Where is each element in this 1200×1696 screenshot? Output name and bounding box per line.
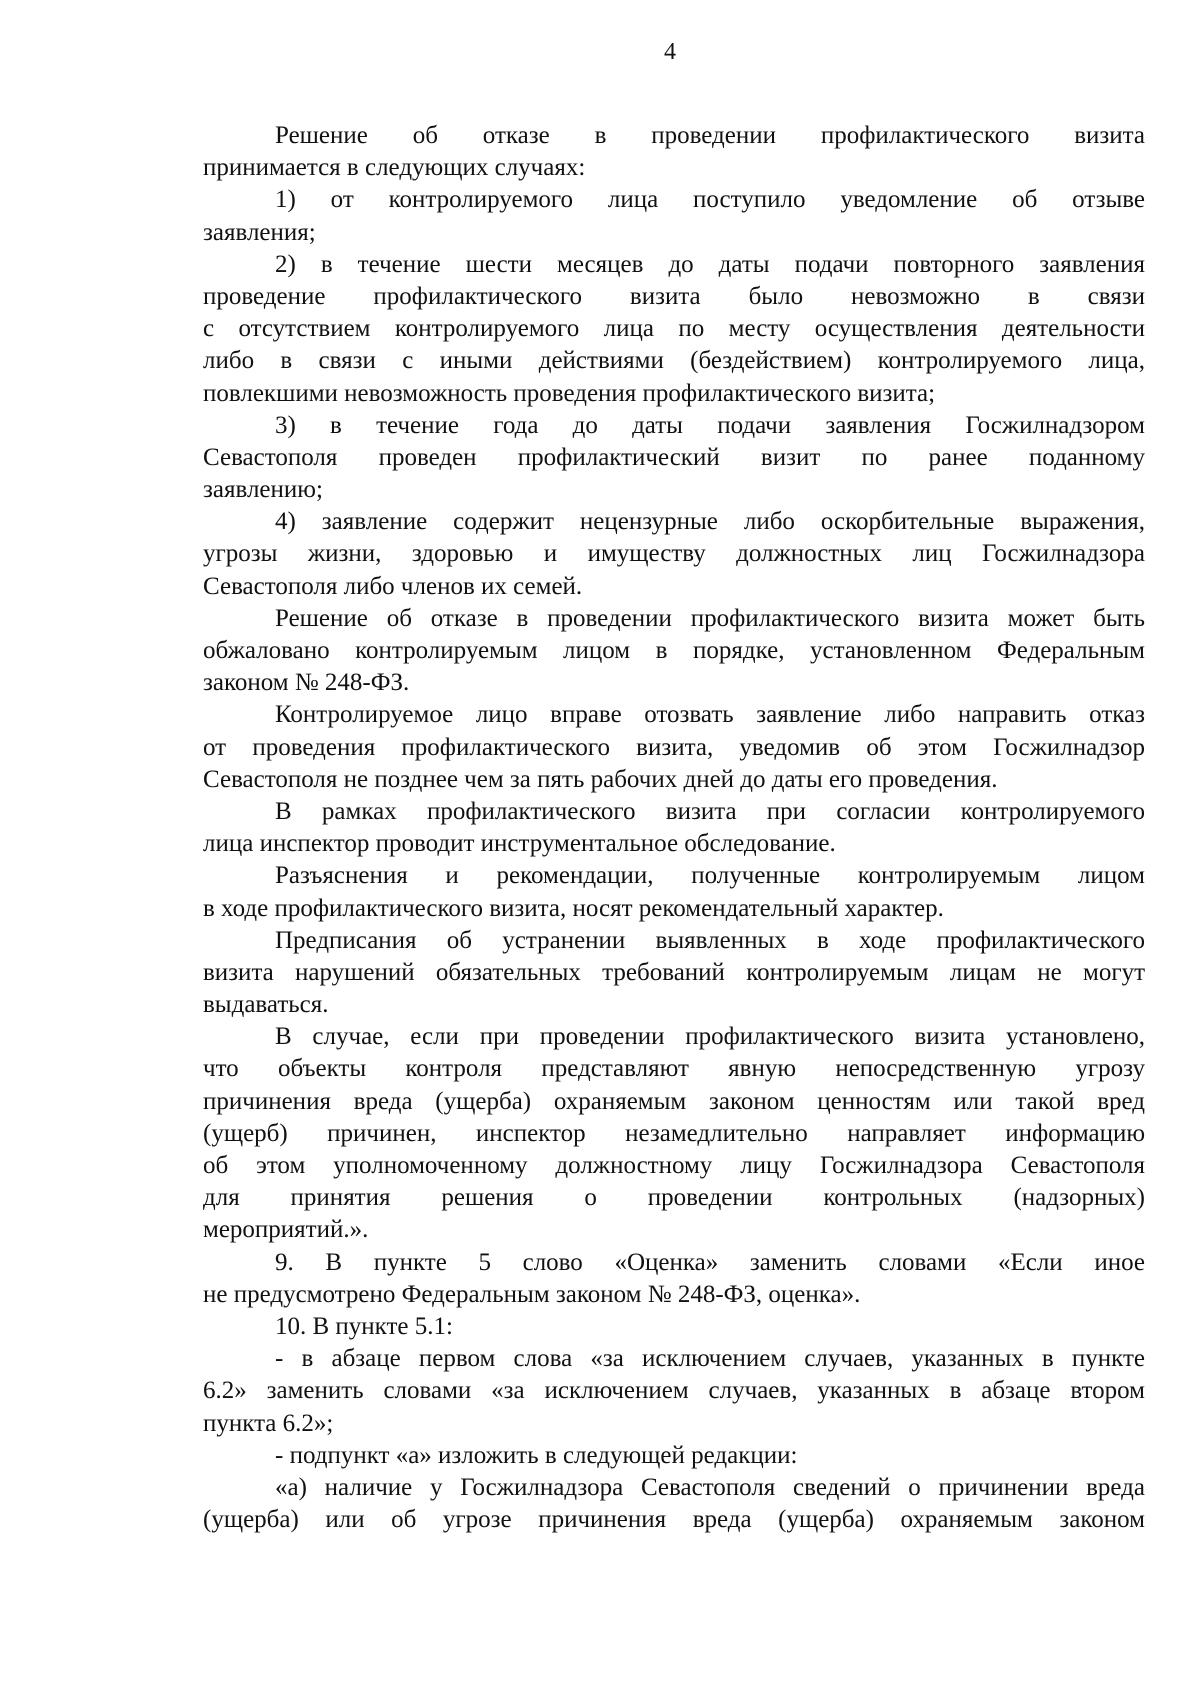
paragraph: [203, 249, 1145, 410]
text-line: Севастополя проведен профилактический визит по ранее поданному: [203, 443, 1145, 471]
text-line: Предписания об устранении выявленных в ходе профилактического: [275, 926, 1145, 954]
document-body: [203, 120, 1145, 1536]
paragraph: [203, 120, 1145, 184]
text-line: обжаловано контролируемым лицом в порядке, установленном Федеральным: [203, 637, 1145, 664]
paragraph: [203, 506, 1145, 603]
paragraph: [203, 860, 1145, 924]
text-line: заявления;: [203, 218, 316, 246]
text-line: (ущерба) или об угрозе причинения вреда (ущерба) охраняемым законом: [203, 1506, 1145, 1534]
text-line: 9. В пункте 5 слово «Оценка» заменить словами «Если иное: [275, 1248, 1145, 1276]
text-line: с отсутствием контролируемого лица по месту осуществления деятельности: [203, 315, 1145, 343]
text-line: 6.2» заменить словами «за исключением случаев, указанных в абзаце втором: [203, 1377, 1145, 1405]
text-line: законом № 248-ФЗ.: [203, 669, 410, 697]
text-line: 4) заявление содержит нецензурные либо оскорбительные выражения,: [275, 508, 1145, 536]
paragraph: [203, 1472, 1145, 1536]
text-line: от проведения профилактического визита, уведомив об этом Госжилнадзор: [203, 733, 1145, 761]
text-line: визита нарушений обязательных требований контролируемым лицам не могут: [203, 958, 1145, 986]
text-line: проведение профилактического визита было невозможно в связи: [203, 282, 1145, 310]
text-line: об этом уполномоченному должностному лицу Госжилнадзора Севастополя: [203, 1152, 1145, 1179]
paragraph: [203, 410, 1145, 507]
text-line: выдаваться.: [203, 991, 329, 1019]
text-line: - в абзаце первом слова «за исключением случаев, указанных в пункте: [275, 1345, 1145, 1373]
paragraph: [203, 925, 1145, 1022]
text-line: повлекшими невозможность проведения профилактического визита;: [203, 379, 936, 407]
text-line: в ходе профилактического визита, носят рекомендательный характер.: [203, 894, 944, 922]
paragraph: [203, 699, 1145, 796]
paragraph: [203, 184, 1145, 248]
text-line: либо в связи с иными действиями (бездействием) контролируемого лица,: [203, 347, 1145, 375]
text-line: 3) в течение года до даты подачи заявления Госжилнадзором: [275, 411, 1145, 439]
text-line: что объекты контроля представляют явную непосредственную угрозу: [203, 1055, 1145, 1083]
paragraph: [203, 1021, 1145, 1246]
text-line: Решение об отказе в проведении профилактического визита может быть: [275, 604, 1145, 632]
text-line: Контролируемое лицо вправе отозвать заявление либо направить отказ: [275, 701, 1145, 729]
text-line: 1) от контролируемого лица поступило уведомление об отзыве: [275, 186, 1145, 214]
text-line: не предусмотрено Федеральным законом № 248-ФЗ, оценка».: [203, 1280, 861, 1308]
text-line: 10. В пункте 5.1:: [275, 1312, 453, 1340]
text-line: (ущерб) причинен, инспектор незамедлительно направляет информацию: [203, 1119, 1145, 1147]
text-line: - подпункт «а» изложить в следующей редакции:: [275, 1441, 798, 1469]
paragraph: [203, 796, 1145, 860]
text-line: Севастополя либо членов их семей.: [203, 572, 583, 600]
paragraph: [203, 1440, 1145, 1472]
text-line: пункта 6.2»;: [203, 1409, 334, 1437]
text-line: принимается в следующих случаях:: [203, 154, 586, 182]
paragraph: [203, 1311, 1145, 1343]
text-line: угрозы жизни, здоровью и имуществу должностных лиц Госжилнадзора: [203, 540, 1145, 568]
text-line: В случае, если при проведении профилактического визита установлено,: [275, 1023, 1145, 1051]
text-line: В рамках профилактического визита при согласии контролируемого: [275, 797, 1145, 825]
text-line: Разъяснения и рекомендации, полученные контролируемым лицом: [275, 862, 1145, 890]
paragraph: [203, 1247, 1145, 1311]
text-line: лица инспектор проводит инструментальное обследование.: [203, 830, 836, 858]
text-line: причинения вреда (ущерба) охраняемым законом ценностям или такой вред: [203, 1087, 1145, 1115]
text-line: для принятия решения о проведении контрольных (надзорных): [203, 1184, 1145, 1212]
text-line: 2) в течение шести месяцев до даты подачи повторного заявления: [275, 250, 1145, 278]
text-line: «а) наличие у Госжилнадзора Севастополя сведений о причинении вреда: [275, 1473, 1145, 1501]
paragraph: [203, 1343, 1145, 1440]
page-number: 4: [664, 39, 676, 65]
text-line: мероприятий.».: [203, 1216, 369, 1244]
text-line: Решение об отказе в проведении профилактического визита: [275, 122, 1145, 149]
text-line: заявлению;: [203, 476, 323, 504]
text-line: Севастополя не позднее чем за пять рабочих дней до даты его проведения.: [203, 765, 998, 793]
paragraph: [203, 603, 1145, 700]
